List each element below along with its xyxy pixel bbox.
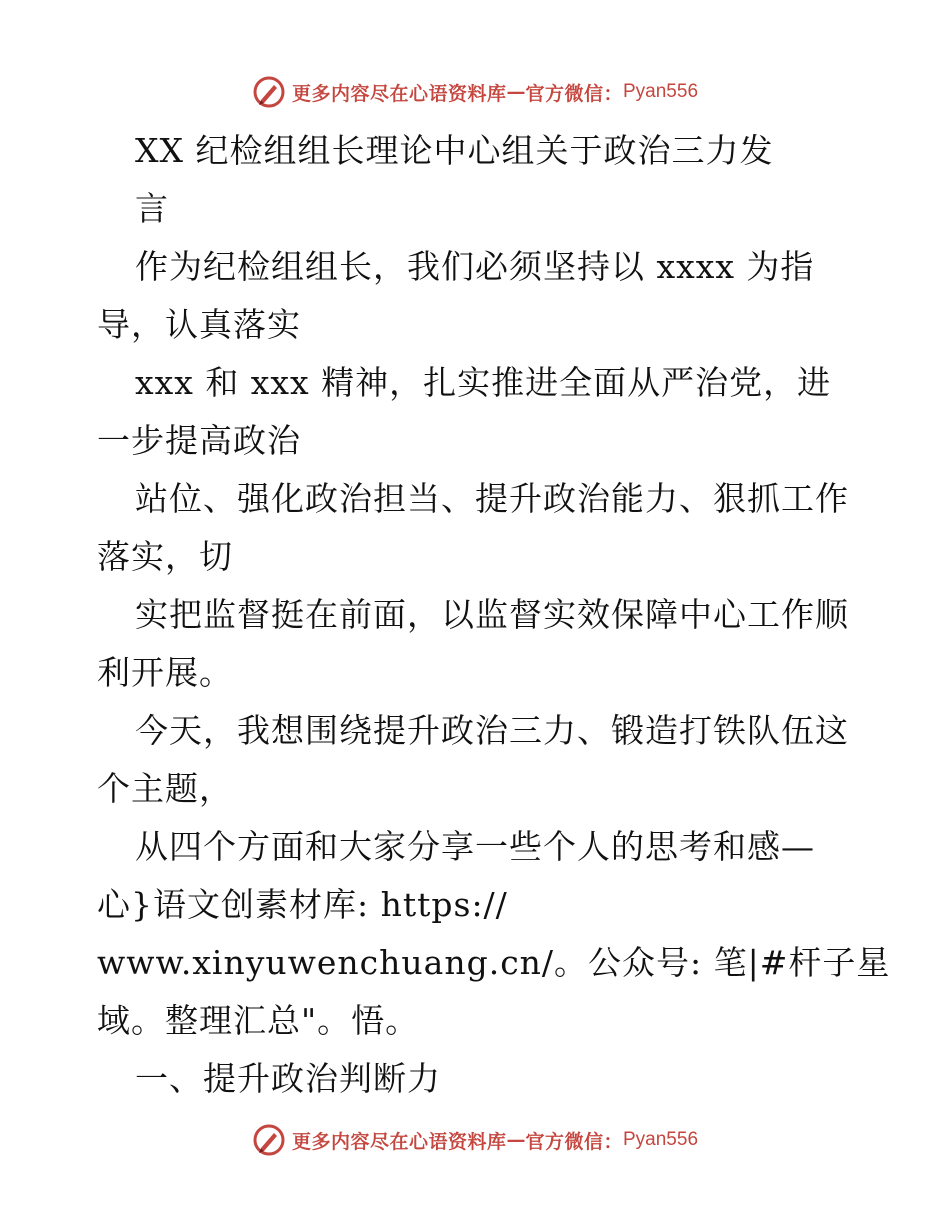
paragraph-line: 实把监督挺在前面，以监督实效保障中心工作顺	[135, 595, 849, 634]
watermark-account-label: 官方微信：	[525, 1130, 623, 1153]
paragraph-line: xxx 和 xxx 精神，扎实推进全面从严治党，进	[135, 363, 832, 402]
watermark-text: 更多内容尽在心语资料库	[291, 82, 507, 105]
paragraph-line: 作为纪检组组长，我们必须坚持以 xxxx 为指	[135, 247, 815, 286]
paragraph-line: 从四个方面和大家分享一些个人的思考和感—	[135, 827, 815, 866]
watermark-separator: —	[506, 81, 526, 103]
document-body	[97, 122, 891, 1108]
watermark-banner-top	[0, 72, 950, 112]
watermark-account-handle: Pyan556	[623, 1129, 699, 1150]
paragraph-line: www.xinyuwenchuang.cn/。公众号: 笔|#杆子星	[97, 943, 891, 982]
paragraph-line: 站位、强化政治担当、提升政治能力、狠抓工作	[135, 479, 849, 518]
paragraph-line: 心}语文创素材库: https://	[97, 885, 508, 924]
pen-logo-icon	[252, 75, 286, 109]
paragraph-line: 今天，我想围绕提升政治三力、锻造打铁队伍这	[135, 711, 849, 750]
paragraph-line: 域。整理汇总"。悟。	[97, 1001, 420, 1040]
watermark-separator: —	[506, 1129, 526, 1151]
paragraph-line: 导，认真落实	[97, 305, 301, 344]
watermark-text: 更多内容尽在心语资料库	[291, 1130, 507, 1153]
title-line-2: 言	[135, 189, 169, 228]
paragraph-line: 一步提高政治	[97, 421, 301, 460]
paragraph-line: 利开展。	[97, 653, 233, 692]
paragraph-line: 个主题，	[97, 769, 233, 808]
section-heading: 一、提升政治判断力	[135, 1059, 441, 1098]
title-line-1: XX 纪检组组长理论中心组关于政治三力发	[135, 131, 774, 170]
paragraph-line: 落实，切	[97, 537, 233, 576]
watermark-account-label: 官方微信：	[525, 82, 623, 105]
watermark-banner-bottom	[0, 1120, 950, 1160]
pen-logo-icon	[252, 1123, 286, 1157]
watermark-account-handle: Pyan556	[623, 81, 699, 102]
